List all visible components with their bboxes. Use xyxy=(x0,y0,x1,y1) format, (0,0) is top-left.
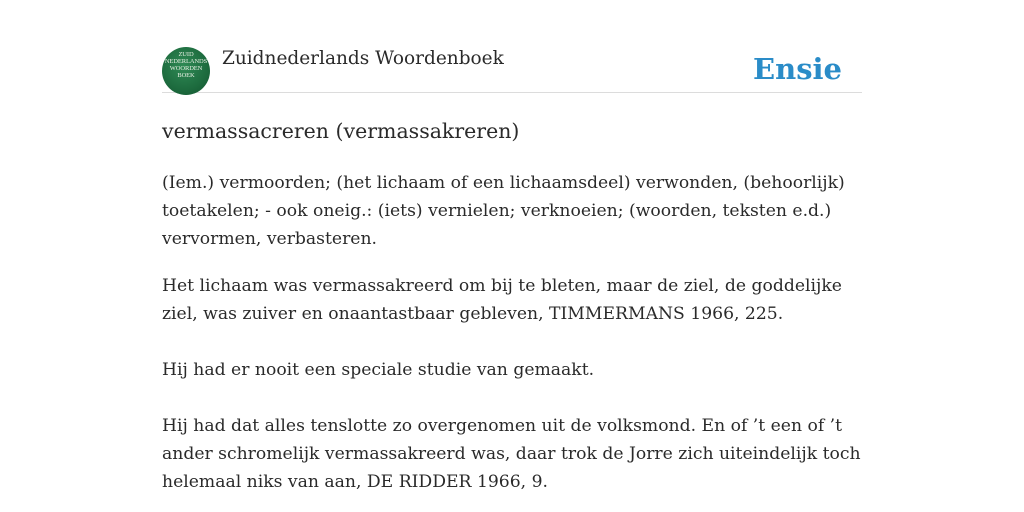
site-name-link[interactable]: Zuidnederlands Woordenboek xyxy=(222,48,504,69)
entry-quote: Het lichaam was vermassakreerd om bij te bleten, maar de ziel, de goddelijke ziel, was zuiver en onaantastbaar gebleven, TIMMERMANS 1966, 225. xyxy=(162,276,842,324)
entry-definition: (Iem.) vermoorden; (het lichaam of een lichaamsdeel) verwonden, (behoorlijk) toetakelen; - ook oneig.: (iets) vernielen; verknoeien; (woorden, teksten e.d.) vervormen, verbasteren. xyxy=(162,173,845,249)
logo-text xyxy=(162,51,210,79)
entry-content xyxy=(162,169,862,496)
entry-quote: Hij had er nooit een speciale studie van gemaakt. xyxy=(162,360,595,380)
site-logo[interactable] xyxy=(162,47,210,95)
entry-quote: Hij had dat alles tenslotte zo overgenomen uit de volksmond. En of ’t een of ’t ander schromelijk vermassakreerd was, daar trok de Jorre zich uiteindelijk toch helemaal niks van aan, DE RIDDER 1966, 9. xyxy=(162,416,861,492)
logo-line: ZUID xyxy=(178,51,194,58)
logo-line: WOORDEN xyxy=(169,65,203,72)
entry-title: vermassacreren (vermassakreren) xyxy=(162,119,520,143)
logo-line: BOEK xyxy=(177,72,195,79)
logo-line: NEDERLANDS xyxy=(164,58,208,65)
ensie-brand-logo[interactable]: Ensie xyxy=(753,52,842,86)
site-header xyxy=(162,46,862,93)
